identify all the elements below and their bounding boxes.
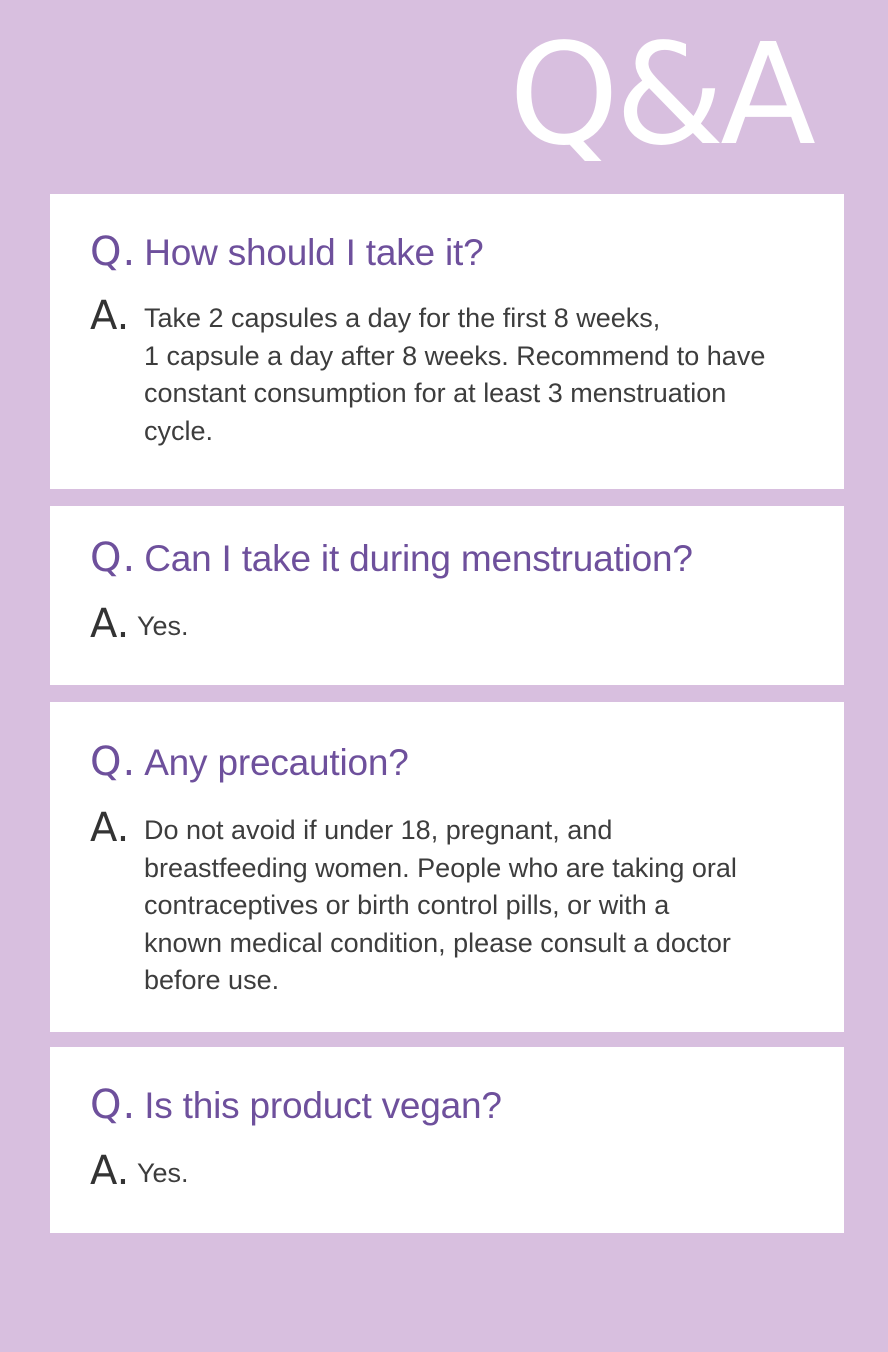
answer-line: Yes.	[137, 611, 189, 641]
faq-card	[50, 506, 844, 685]
faq-question	[90, 702, 814, 785]
answer-line: breastfeeding women. People who are taking oral	[144, 852, 737, 883]
answer-line: known medical condition, please consult a doctor	[144, 927, 731, 958]
question-text: Any precaution?	[144, 742, 409, 783]
answer-text	[137, 1155, 189, 1193]
answer-line: Do not avoid if under 18, pregnant, and	[144, 815, 613, 845]
answer-line: cycle.	[144, 415, 214, 446]
answer-line: constant consumption for at least 3 menstruation	[144, 378, 727, 408]
faq-question	[90, 194, 814, 275]
faq-card	[50, 702, 844, 1032]
question-prefix: Q.	[90, 1082, 137, 1128]
faq-question	[90, 1047, 814, 1128]
faq-answer	[90, 601, 814, 647]
answer-prefix: A.	[90, 601, 130, 647]
answer-line: Take 2 capsules a day for the first 8 weeks,	[144, 303, 661, 333]
answer-line: contraceptives or birth control pills, or with a	[144, 890, 670, 920]
answer-prefix: A.	[90, 293, 130, 339]
answer-text	[144, 812, 737, 1000]
faq-answer	[90, 805, 814, 1000]
answer-line: 1 capsule a day after 8 weeks. Recommend to have	[144, 340, 766, 371]
answer-prefix: A.	[90, 1148, 130, 1194]
question-text: Can I take it during menstruation?	[144, 538, 693, 579]
question-prefix: Q.	[90, 739, 137, 785]
answer-text	[144, 300, 765, 450]
faq-question	[90, 506, 814, 581]
question-text: Is this product vegan?	[144, 1085, 502, 1126]
question-prefix: Q.	[90, 535, 137, 581]
answer-text	[137, 608, 189, 646]
faq-card	[50, 1047, 844, 1233]
answer-prefix: A.	[90, 805, 130, 851]
answer-line: before use.	[144, 965, 280, 995]
question-text: How should I take it?	[144, 232, 484, 273]
answer-line: Yes.	[137, 1158, 189, 1188]
faq-card	[50, 194, 844, 489]
faq-answer	[90, 293, 814, 450]
question-prefix: Q.	[90, 229, 137, 275]
page-title: Q&A	[508, 14, 812, 177]
faq-answer	[90, 1148, 814, 1194]
